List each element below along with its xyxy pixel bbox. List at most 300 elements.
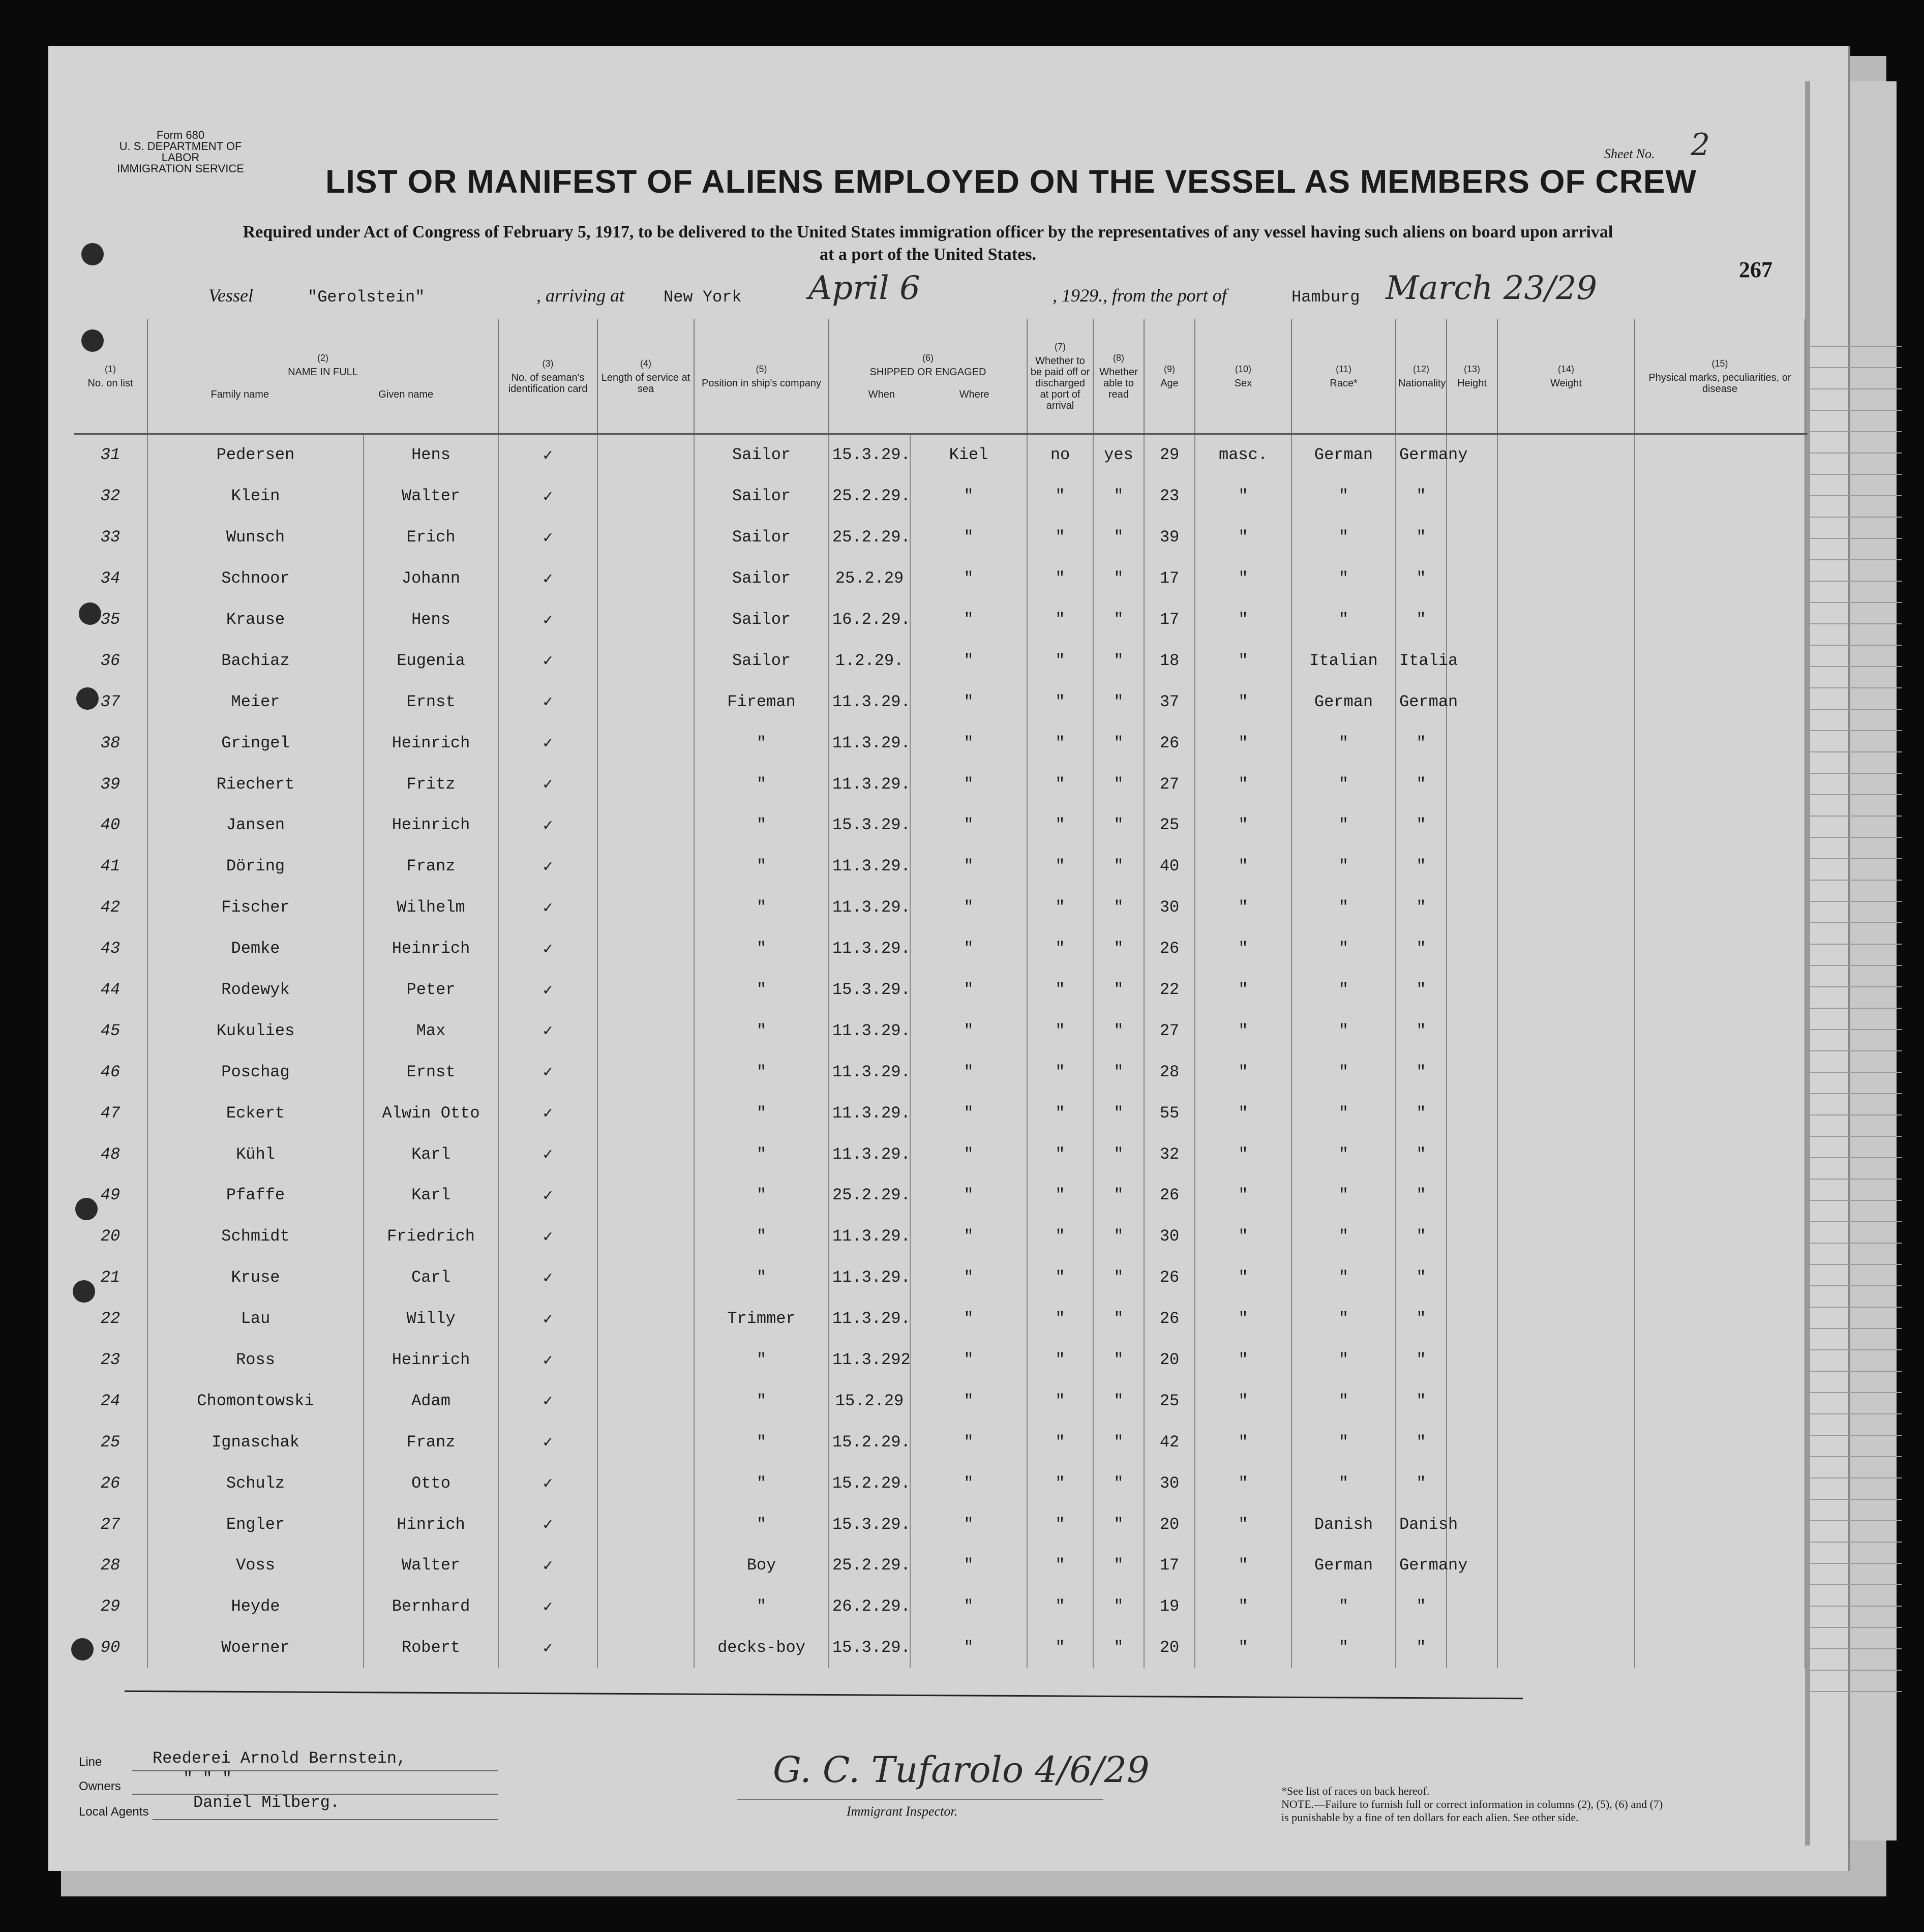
col-header-weight: (14) Weight	[1497, 319, 1635, 434]
nationality: "	[1396, 1339, 1447, 1380]
table-row	[74, 1422, 1808, 1463]
table-row	[74, 1545, 1808, 1586]
table-row	[74, 805, 1808, 846]
row-number: 34	[100, 569, 121, 588]
sex: "	[1195, 558, 1291, 599]
shipped-when: 25.2.29.	[829, 1175, 910, 1216]
shipped-where: "	[910, 1298, 1027, 1339]
length-service	[597, 1339, 694, 1380]
age: 19	[1144, 1586, 1195, 1627]
table-row	[74, 1463, 1808, 1504]
sex: "	[1195, 1422, 1291, 1463]
position: "	[694, 969, 829, 1010]
weight	[1497, 1504, 1635, 1545]
nationality: "	[1396, 517, 1447, 558]
weight	[1497, 599, 1635, 640]
id-card-check: ✓	[498, 434, 597, 475]
table-row	[74, 475, 1808, 517]
race: "	[1291, 1339, 1396, 1380]
given-name: Walter	[364, 1545, 498, 1586]
physical-marks	[1635, 1463, 1805, 1504]
weight	[1497, 969, 1635, 1010]
service-name: IMMIGRATION SERVICE	[117, 162, 244, 175]
table-row	[74, 1627, 1808, 1668]
height	[1447, 475, 1497, 517]
id-card-check: ✓	[498, 517, 597, 558]
line-value: Reederei Arnold Bernstein,	[153, 1749, 407, 1768]
shipped-when: 11.3.29.	[829, 928, 910, 969]
length-service	[597, 887, 694, 928]
id-card-check: ✓	[498, 805, 597, 846]
subtitle-line-1: Required under Act of Congress of February 5, 1917, to be delivered to the United States immigration officer by the representatives of any vessel having such aliens on board upon arrival	[243, 223, 1613, 242]
weight	[1497, 558, 1635, 599]
sex: "	[1195, 1257, 1291, 1298]
id-card-check: ✓	[498, 1380, 597, 1422]
length-service	[597, 1093, 694, 1134]
col-header-age: (9) Age	[1144, 319, 1195, 434]
col-header-physical-marks: (15) Physical marks, peculiarities, or disease	[1635, 319, 1805, 434]
nationality: "	[1396, 846, 1447, 887]
height	[1447, 1010, 1497, 1051]
row-number: 25	[100, 1432, 121, 1452]
able-to-read: "	[1093, 764, 1144, 805]
signature-rule	[737, 1799, 1103, 1800]
crew-manifest-table	[74, 319, 1808, 1668]
id-card-check: ✓	[498, 1339, 597, 1380]
row-number: 40	[100, 816, 121, 835]
given-name: Heinrich	[364, 722, 498, 764]
able-to-read: "	[1093, 1545, 1144, 1586]
height	[1447, 1380, 1497, 1422]
col-header-sex: (10) Sex	[1195, 319, 1291, 434]
paid-off: "	[1027, 1298, 1093, 1339]
given-name: Ernst	[364, 681, 498, 722]
race: Italian	[1291, 640, 1396, 681]
position: Sailor	[694, 475, 829, 517]
table-row	[74, 558, 1808, 599]
weight	[1497, 1216, 1635, 1257]
length-service	[597, 1545, 694, 1586]
race-footnote: *See list of races on back hereof.	[1281, 1785, 1430, 1797]
physical-marks	[1635, 846, 1805, 887]
table-row	[74, 1175, 1808, 1216]
table-row	[74, 1380, 1808, 1422]
row-number: 37	[100, 692, 121, 711]
physical-marks	[1635, 1216, 1805, 1257]
able-to-read: "	[1093, 599, 1144, 640]
blank	[1805, 1627, 1808, 1668]
physical-marks	[1635, 1504, 1805, 1545]
paid-off: "	[1027, 1586, 1093, 1627]
blank	[1805, 1010, 1808, 1051]
position: Sailor	[694, 434, 829, 475]
age: 17	[1144, 1545, 1195, 1586]
paid-off: "	[1027, 764, 1093, 805]
nationality: "	[1396, 805, 1447, 846]
blank	[1805, 1504, 1808, 1545]
line-label: Line	[79, 1755, 102, 1769]
length-service	[597, 1463, 694, 1504]
physical-marks	[1635, 1257, 1805, 1298]
length-service	[597, 764, 694, 805]
shipped-where: "	[910, 846, 1027, 887]
race: "	[1291, 1257, 1396, 1298]
nationality: "	[1396, 764, 1447, 805]
shipped-where: "	[910, 1545, 1027, 1586]
position: Trimmer	[694, 1298, 829, 1339]
physical-marks	[1635, 722, 1805, 764]
family-name: Riechert	[147, 764, 364, 805]
stamped-number: 267	[1739, 257, 1772, 282]
race: "	[1291, 1463, 1396, 1504]
blank	[1805, 1339, 1808, 1380]
col-header-position: (5) Position in ship's company	[694, 319, 829, 434]
height	[1447, 517, 1497, 558]
shipped-where: "	[910, 1627, 1027, 1668]
shipped-when: 11.3.29.	[829, 1257, 910, 1298]
nationality: "	[1396, 722, 1447, 764]
height	[1447, 887, 1497, 928]
sex: "	[1195, 1216, 1291, 1257]
id-card-check: ✓	[498, 640, 597, 681]
shipped-where: "	[910, 517, 1027, 558]
shipped-when: 11.3.29.	[829, 1010, 910, 1051]
physical-marks	[1635, 681, 1805, 722]
shipped-when: 25.2.29	[829, 558, 910, 599]
race: "	[1291, 1422, 1396, 1463]
id-card-check: ✓	[498, 1010, 597, 1051]
row-number: 42	[100, 898, 121, 917]
length-service	[597, 969, 694, 1010]
paid-off: no	[1027, 434, 1093, 475]
weight	[1497, 640, 1635, 681]
given-name: Eugenia	[364, 640, 498, 681]
age: 28	[1144, 1051, 1195, 1093]
given-name: Otto	[364, 1463, 498, 1504]
age: 29	[1144, 434, 1195, 475]
family-name: Eckert	[147, 1093, 364, 1134]
race: "	[1291, 475, 1396, 517]
shipped-where: "	[910, 599, 1027, 640]
position: "	[694, 887, 829, 928]
shipped-where: "	[910, 1216, 1027, 1257]
col-header-blank	[1805, 319, 1808, 434]
physical-marks	[1635, 969, 1805, 1010]
race: "	[1291, 722, 1396, 764]
age: 39	[1144, 517, 1195, 558]
weight	[1497, 1010, 1635, 1051]
age: 23	[1144, 475, 1195, 517]
shipped-when: 15.2.29	[829, 1380, 910, 1422]
id-card-check: ✓	[498, 969, 597, 1010]
weight	[1497, 1422, 1635, 1463]
row-number: 90	[100, 1638, 121, 1657]
shipped-where: "	[910, 1422, 1027, 1463]
shipped-where: "	[910, 805, 1027, 846]
paid-off: "	[1027, 1463, 1093, 1504]
table-row	[74, 1051, 1808, 1093]
shipped-when: 25.2.29.	[829, 475, 910, 517]
family-name: Wunsch	[147, 517, 364, 558]
col-header-able-read: (8) Whether able to read	[1093, 319, 1144, 434]
position: "	[694, 1093, 829, 1134]
document-title: LIST OR MANIFEST OF ALIENS EMPLOYED ON THE VESSEL AS MEMBERS OF CREW	[325, 163, 1697, 200]
position: "	[694, 764, 829, 805]
paid-off: "	[1027, 1422, 1093, 1463]
row-number: 24	[100, 1391, 121, 1410]
blank	[1805, 969, 1808, 1010]
row-number: 36	[100, 651, 121, 670]
col-header-race: (11) Race*	[1291, 319, 1396, 434]
given-name: Franz	[364, 846, 498, 887]
height	[1447, 558, 1497, 599]
id-card-check: ✓	[498, 846, 597, 887]
height	[1447, 599, 1497, 640]
length-service	[597, 434, 694, 475]
family-name: Pedersen	[147, 434, 364, 475]
weight	[1497, 434, 1635, 475]
age: 22	[1144, 969, 1195, 1010]
row-number: 23	[100, 1350, 121, 1370]
paid-off: "	[1027, 1380, 1093, 1422]
length-service	[597, 722, 694, 764]
height	[1447, 1257, 1497, 1298]
table-row	[74, 1134, 1808, 1175]
paid-off: "	[1027, 1093, 1093, 1134]
age: 37	[1144, 681, 1195, 722]
length-service	[597, 599, 694, 640]
position: "	[694, 1175, 829, 1216]
weight	[1497, 1463, 1635, 1504]
shipped-where: "	[910, 764, 1027, 805]
paid-off: "	[1027, 681, 1093, 722]
family-name: Jansen	[147, 805, 364, 846]
length-service	[597, 1010, 694, 1051]
row-number: 47	[100, 1103, 121, 1123]
length-service	[597, 1216, 694, 1257]
family-name: Bachiaz	[147, 640, 364, 681]
able-to-read: "	[1093, 1339, 1144, 1380]
row-number: 38	[100, 733, 121, 752]
age: 27	[1144, 1010, 1195, 1051]
paid-off: "	[1027, 1545, 1093, 1586]
row-number: 46	[100, 1062, 121, 1081]
table-row	[74, 1504, 1808, 1545]
row-number: 41	[100, 857, 121, 876]
paid-off: "	[1027, 1051, 1093, 1093]
age: 32	[1144, 1134, 1195, 1175]
given-name: Johann	[364, 558, 498, 599]
shipped-when: 11.3.29.	[829, 1216, 910, 1257]
shipped-when: 11.3.29.	[829, 681, 910, 722]
blank	[1805, 1463, 1808, 1504]
length-service	[597, 640, 694, 681]
table-row	[74, 1586, 1808, 1627]
shipped-when: 15.3.29.	[829, 805, 910, 846]
table-row	[74, 969, 1808, 1010]
physical-marks	[1635, 1586, 1805, 1627]
blank	[1805, 1051, 1808, 1093]
row-number: 21	[100, 1268, 121, 1287]
table-row	[74, 1093, 1808, 1134]
paid-off: "	[1027, 1504, 1093, 1545]
weight	[1497, 805, 1635, 846]
blank	[1805, 1216, 1808, 1257]
family-name: Krause	[147, 599, 364, 640]
weight	[1497, 1134, 1635, 1175]
paid-off: "	[1027, 1257, 1093, 1298]
id-card-check: ✓	[498, 1093, 597, 1134]
shipped-where: "	[910, 1380, 1027, 1422]
id-card-check: ✓	[498, 1134, 597, 1175]
race: "	[1291, 1627, 1396, 1668]
able-to-read: "	[1093, 846, 1144, 887]
position: "	[694, 1380, 829, 1422]
age: 55	[1144, 1093, 1195, 1134]
sex: "	[1195, 1586, 1291, 1627]
shipped-when: 11.3.29.	[829, 722, 910, 764]
nationality: German	[1396, 681, 1447, 722]
physical-marks	[1635, 805, 1805, 846]
subtitle-line-2: at a port of the United States.	[820, 245, 1036, 264]
shipped-where: "	[910, 1093, 1027, 1134]
given-name: Franz	[364, 1422, 498, 1463]
weight	[1497, 1257, 1635, 1298]
blank	[1805, 1545, 1808, 1586]
family-name: Demke	[147, 928, 364, 969]
agents-rule	[153, 1819, 498, 1820]
able-to-read: yes	[1093, 434, 1144, 475]
position: Fireman	[694, 681, 829, 722]
age: 42	[1144, 1422, 1195, 1463]
able-to-read: "	[1093, 517, 1144, 558]
sheet-label: Sheet No.	[1604, 146, 1655, 161]
physical-marks	[1635, 599, 1805, 640]
shipped-when: 11.3.29.	[829, 846, 910, 887]
able-to-read: "	[1093, 1586, 1144, 1627]
blank	[1805, 475, 1808, 517]
physical-marks	[1635, 1298, 1805, 1339]
blank	[1805, 517, 1808, 558]
age: 30	[1144, 1463, 1195, 1504]
table-row	[74, 1216, 1808, 1257]
position: "	[694, 928, 829, 969]
race: "	[1291, 1134, 1396, 1175]
race: German	[1291, 681, 1396, 722]
weight	[1497, 1093, 1635, 1134]
paid-off: "	[1027, 846, 1093, 887]
age: 25	[1144, 805, 1195, 846]
id-card-check: ✓	[498, 558, 597, 599]
sex: "	[1195, 928, 1291, 969]
nationality: "	[1396, 1298, 1447, 1339]
family-name: Chomontowski	[147, 1380, 364, 1422]
age: 26	[1144, 722, 1195, 764]
able-to-read: "	[1093, 1093, 1144, 1134]
nationality: Danish	[1396, 1504, 1447, 1545]
table-row	[74, 928, 1808, 969]
length-service	[597, 681, 694, 722]
age: 27	[1144, 764, 1195, 805]
col-header-length-service: (4) Length of service at sea	[597, 319, 694, 434]
sex: "	[1195, 681, 1291, 722]
weight	[1497, 681, 1635, 722]
sex: masc.	[1195, 434, 1291, 475]
position: "	[694, 846, 829, 887]
sex: "	[1195, 1380, 1291, 1422]
able-to-read: "	[1093, 969, 1144, 1010]
id-card-check: ✓	[498, 1051, 597, 1093]
height	[1447, 1586, 1497, 1627]
height	[1447, 1298, 1497, 1339]
footnotes	[1281, 1785, 1668, 1824]
vessel-label: Vessel	[208, 285, 253, 306]
length-service	[597, 1586, 694, 1627]
table-row	[74, 846, 1808, 887]
length-service	[597, 475, 694, 517]
race: "	[1291, 599, 1396, 640]
nationality: "	[1396, 969, 1447, 1010]
family-name: Fischer	[147, 887, 364, 928]
shipped-when: 11.3.29.	[829, 1093, 910, 1134]
able-to-read: "	[1093, 1257, 1144, 1298]
position: Boy	[694, 1545, 829, 1586]
given-name: Heinrich	[364, 805, 498, 846]
paid-off: "	[1027, 1175, 1093, 1216]
year-and-from-label: , 1929., from the port of	[1053, 285, 1227, 306]
paid-off: "	[1027, 1339, 1093, 1380]
age: 17	[1144, 558, 1195, 599]
physical-marks	[1635, 928, 1805, 969]
paid-off: "	[1027, 1010, 1093, 1051]
id-card-check: ✓	[498, 1545, 597, 1586]
blank	[1805, 1380, 1808, 1422]
able-to-read: "	[1093, 1134, 1144, 1175]
race: "	[1291, 928, 1396, 969]
sex: "	[1195, 1093, 1291, 1134]
age: 26	[1144, 1298, 1195, 1339]
family-name: Klein	[147, 475, 364, 517]
weight	[1497, 1051, 1635, 1093]
able-to-read: "	[1093, 1175, 1144, 1216]
shipped-when: 1.2.29.	[829, 640, 910, 681]
blank	[1805, 928, 1808, 969]
paid-off: "	[1027, 805, 1093, 846]
position: "	[694, 1051, 829, 1093]
family-name: Woerner	[147, 1627, 364, 1668]
arriving-port: New York	[664, 288, 742, 307]
sex: "	[1195, 475, 1291, 517]
sex: "	[1195, 1175, 1291, 1216]
shipped-where: "	[910, 640, 1027, 681]
weight	[1497, 887, 1635, 928]
table-row	[74, 764, 1808, 805]
length-service	[597, 1422, 694, 1463]
owners-value: " " "	[183, 1769, 232, 1788]
sex: "	[1195, 846, 1291, 887]
col-header-nationality: (12) Nationality	[1396, 319, 1447, 434]
sex: "	[1195, 887, 1291, 928]
nationality: "	[1396, 1422, 1447, 1463]
blank	[1805, 887, 1808, 928]
shipped-where: "	[910, 969, 1027, 1010]
position: "	[694, 805, 829, 846]
table-row	[74, 1257, 1808, 1298]
paid-off: "	[1027, 517, 1093, 558]
table-row	[74, 887, 1808, 928]
weight	[1497, 1380, 1635, 1422]
blank	[1805, 434, 1808, 475]
